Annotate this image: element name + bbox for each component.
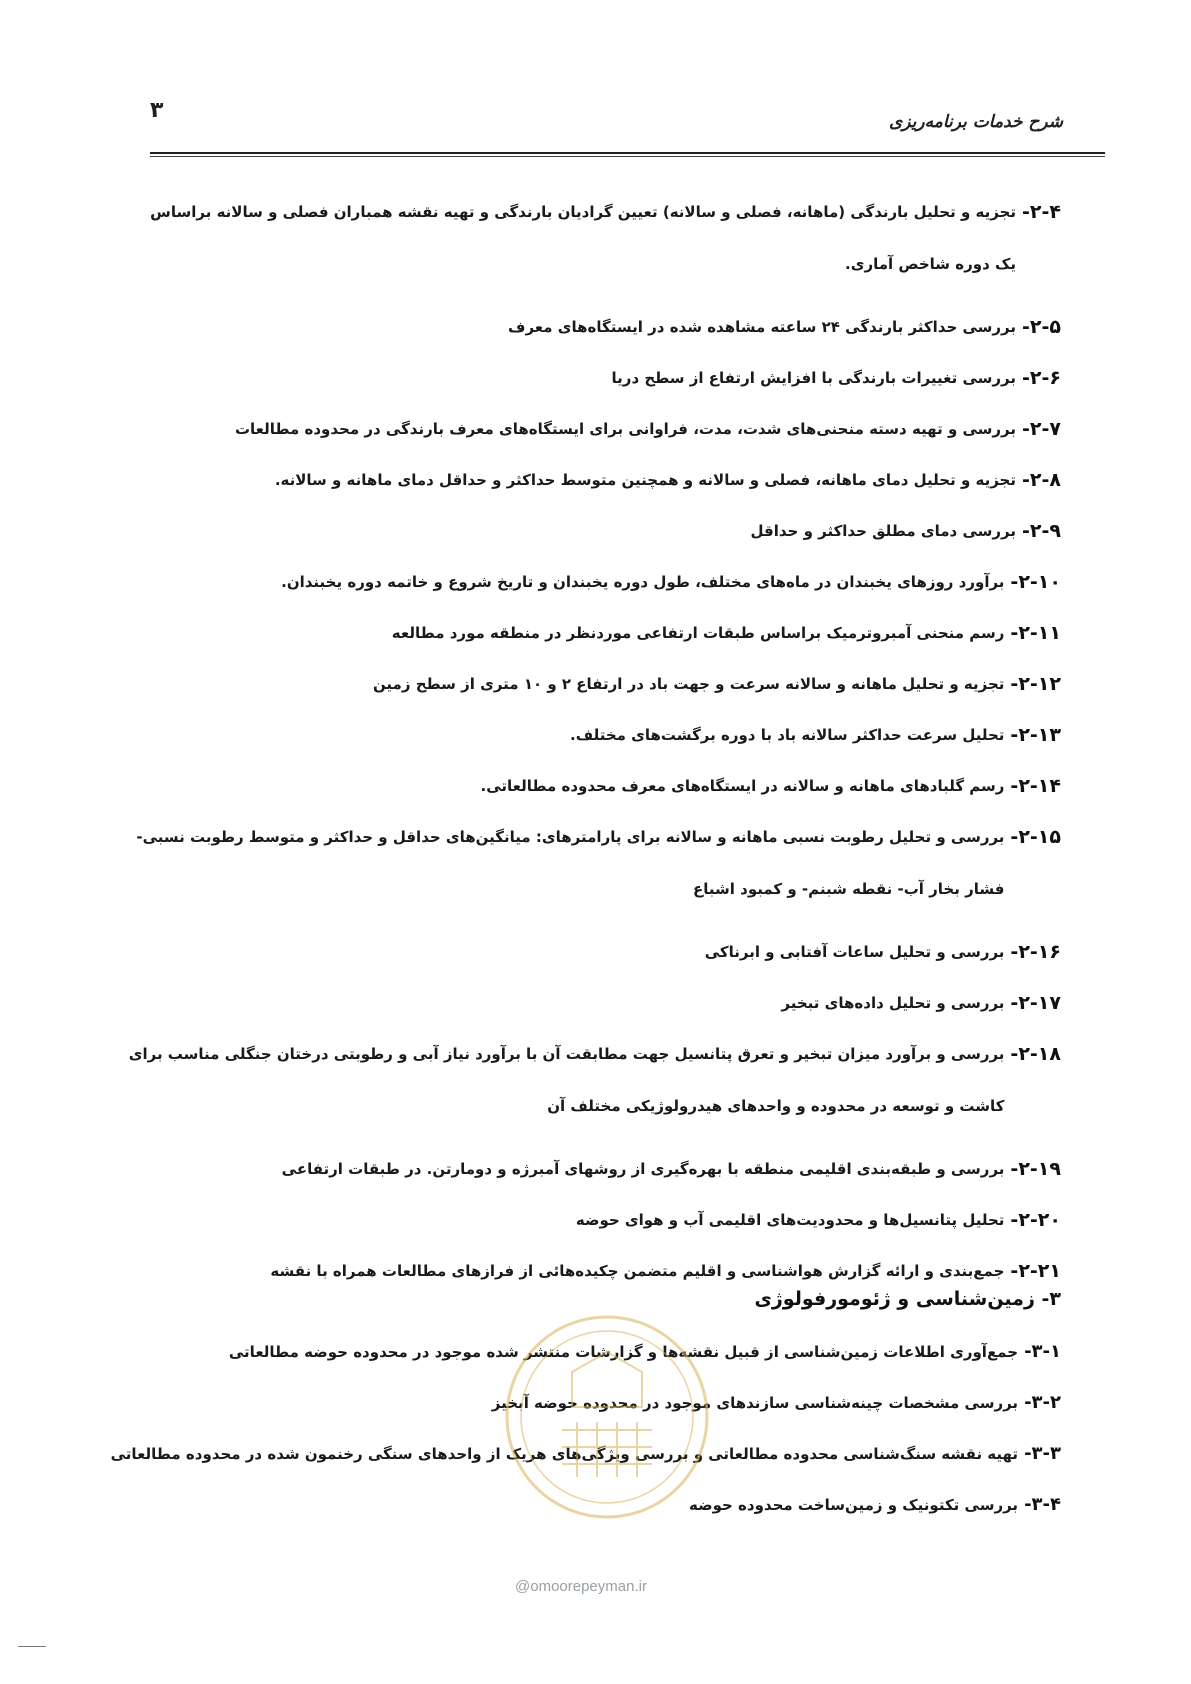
list-item	[126, 1040, 1061, 1132]
item-number: ۲-۱۳-	[1010, 724, 1061, 746]
item-text: بررسی و تهیه دسته منحنی‌های شدت، مدت، فراوانی برای ایستگاه‌های معرف بارندگی در محدوده مطالعات	[234, 420, 1017, 438]
item-text: تجزیه و تحلیل ماهانه و سالانه سرعت و جهت باد در ارتفاع ۲ و ۱۰ متری از سطح زمین	[372, 675, 1005, 693]
item-number: ۲-۱۸-	[1010, 1043, 1061, 1065]
list-item	[126, 823, 1061, 915]
list-item	[126, 517, 1061, 545]
item-text: بررسی حداکثر بارندگی ۲۴ ساعته مشاهده شده در ایستگاه‌های معرف	[508, 318, 1017, 336]
item-number: ۲-۹-	[1022, 520, 1061, 542]
corner-mark	[18, 1646, 46, 1647]
item-text: بررسی و تحلیل داده‌های تبخیر	[781, 994, 1005, 1012]
list-item	[126, 313, 1061, 341]
item-number: ۳-۲-	[1024, 1392, 1061, 1413]
item-text: تحلیل سرعت حداکثر سالانه باد با دوره برگشت‌های مختلف.	[570, 726, 1005, 744]
list-item	[126, 938, 1061, 966]
item-text: تجزیه و تحلیل بارندگی (ماهانه، فصلی و سالانه) تعیین گرادیان بارندگی و تهیه نقشه همباران فصلی و سالانه براساس یک دوره شاخص آماری.	[150, 203, 1017, 273]
list-item	[126, 1155, 1061, 1183]
item-text: بررسی و تحلیل ساعات آفتابی و ابرناکی	[704, 943, 1005, 961]
header-rule-thin	[150, 156, 1105, 157]
item-number: ۲-۱۶-	[1010, 941, 1061, 963]
item-text: بررسی تغییرات بارندگی با افزایش ارتفاع از سطح دریا	[611, 369, 1017, 387]
item-number: ۲-۲۰-	[1010, 1209, 1061, 1231]
item-number: ۲-۱۵-	[1010, 826, 1061, 848]
item-text: بررسی و تحلیل رطوبت نسبی ماهانه و سالانه برای پارامترهای: میانگین‌های حداقل و حداکثر و متوسط رطوبت نسبی- فشار بخار آب- نقطه شبنم- و کمبود اشباع	[136, 828, 1005, 898]
item-number: ۲-۱۱-	[1010, 622, 1061, 644]
watermark-url: @omoorepeyman.ir	[515, 1578, 647, 1595]
item-text: تجزیه و تحلیل دمای ماهانه، فصلی و سالانه و همچنین متوسط حداکثر و حداقل دمای ماهانه و سالانه.	[274, 471, 1017, 489]
item-number: ۲-۵-	[1022, 316, 1061, 338]
page-number: ۳	[150, 98, 164, 123]
item-number: ۲-۸-	[1022, 469, 1061, 491]
item-text: رسم گلبادهای ماهانه و سالانه در ایستگاه‌های معرف محدوده مطالعاتی.	[480, 777, 1005, 795]
item-text: تحلیل پتانسیل‌ها و محدودیت‌های اقلیمی آب و هوای حوضه	[575, 1211, 1005, 1229]
item-text: بررسی دمای مطلق حداکثر و حداقل	[750, 522, 1017, 540]
item-number: ۲-۱۲-	[1010, 673, 1061, 695]
list-item	[126, 619, 1061, 647]
header-rule	[150, 152, 1105, 154]
item-number: ۲-۱۷-	[1010, 992, 1061, 1014]
list-item	[126, 198, 1061, 290]
item-number: ۳-۳-	[1024, 1443, 1061, 1464]
list-item	[126, 466, 1061, 494]
item-text: رسم منحنی آمبروترمیک براساس طبقات ارتفاعی موردنظر در منطقه مورد مطالعه	[391, 624, 1005, 642]
item-text: تهیه نقشه سنگ‌شناسی محدوده مطالعاتی و بررسی ویژگی‌های هریک از واحدهای سنگی رخنمون شده در محدوده مطالعاتی	[110, 1445, 1019, 1463]
item-number: ۲-۱۰-	[1010, 571, 1061, 593]
list-item	[126, 670, 1061, 698]
item-number: ۲-۷-	[1022, 418, 1061, 440]
item-number: ۳-۱-	[1024, 1341, 1061, 1362]
list-item	[126, 772, 1061, 800]
climate-items-list	[126, 198, 1061, 1308]
header-title: شرح خدمات برنامه‌ریزی	[888, 112, 1063, 132]
item-text: جمع‌بندی و ارائه گزارش هواشناسی و اقلیم متضمن چکیده‌هائی از فرازهای مطالعات همراه با نقشه	[270, 1262, 1005, 1280]
item-number: ۲-۴-	[1022, 201, 1061, 223]
list-item	[126, 568, 1061, 596]
item-text: بررسی و برآورد میزان تبخیر و تعرق پتانسیل جهت مطابقت آن با برآورد نیاز آبی و رطوبتی درختان جنگلی مناسب برای کاشت و توسعه در محدوده و واحدهای هیدرولوژیکی مختلف آن	[128, 1045, 1005, 1115]
watermark-logo	[502, 1312, 712, 1522]
item-text: جمع‌آوری اطلاعات زمین‌شناسی از قبیل نقشه‌ها و گزارشات منتشر شده موجود در محدوده حوضه مطالعاتی	[228, 1343, 1019, 1361]
item-number: ۳-۴-	[1024, 1494, 1061, 1515]
item-text: بررسی و طبقه‌بندی اقلیمی منطقه با بهره‌گیری از روشهای آمبرژه و دومارتن. در طبقات ارتفاعی	[281, 1160, 1005, 1178]
item-text: برآورد روزهای یخبندان در ماه‌های مختلف، طول دوره یخبندان و تاریخ شروع و خاتمه دوره یخبندان.	[281, 573, 1005, 591]
list-item	[126, 415, 1061, 443]
section-heading: ۳- زمین‌شناسی و ژئومورفولوژی	[754, 1288, 1061, 1310]
item-number: ۲-۲۱-	[1010, 1260, 1061, 1282]
list-item	[126, 989, 1061, 1017]
list-item	[126, 1206, 1061, 1234]
list-item	[126, 364, 1061, 392]
list-item	[126, 1257, 1061, 1285]
item-number: ۲-۱۴-	[1010, 775, 1061, 797]
item-text: بررسی تکتونیک و زمین‌ساخت محدوده حوضه	[689, 1496, 1019, 1514]
item-text: بررسی مشخصات چینه‌شناسی سازندهای موجود در محدوده حوضه آبخیز	[491, 1394, 1019, 1412]
list-item	[126, 721, 1061, 749]
item-number: ۲-۱۹-	[1010, 1158, 1061, 1180]
item-number: ۲-۶-	[1022, 367, 1061, 389]
